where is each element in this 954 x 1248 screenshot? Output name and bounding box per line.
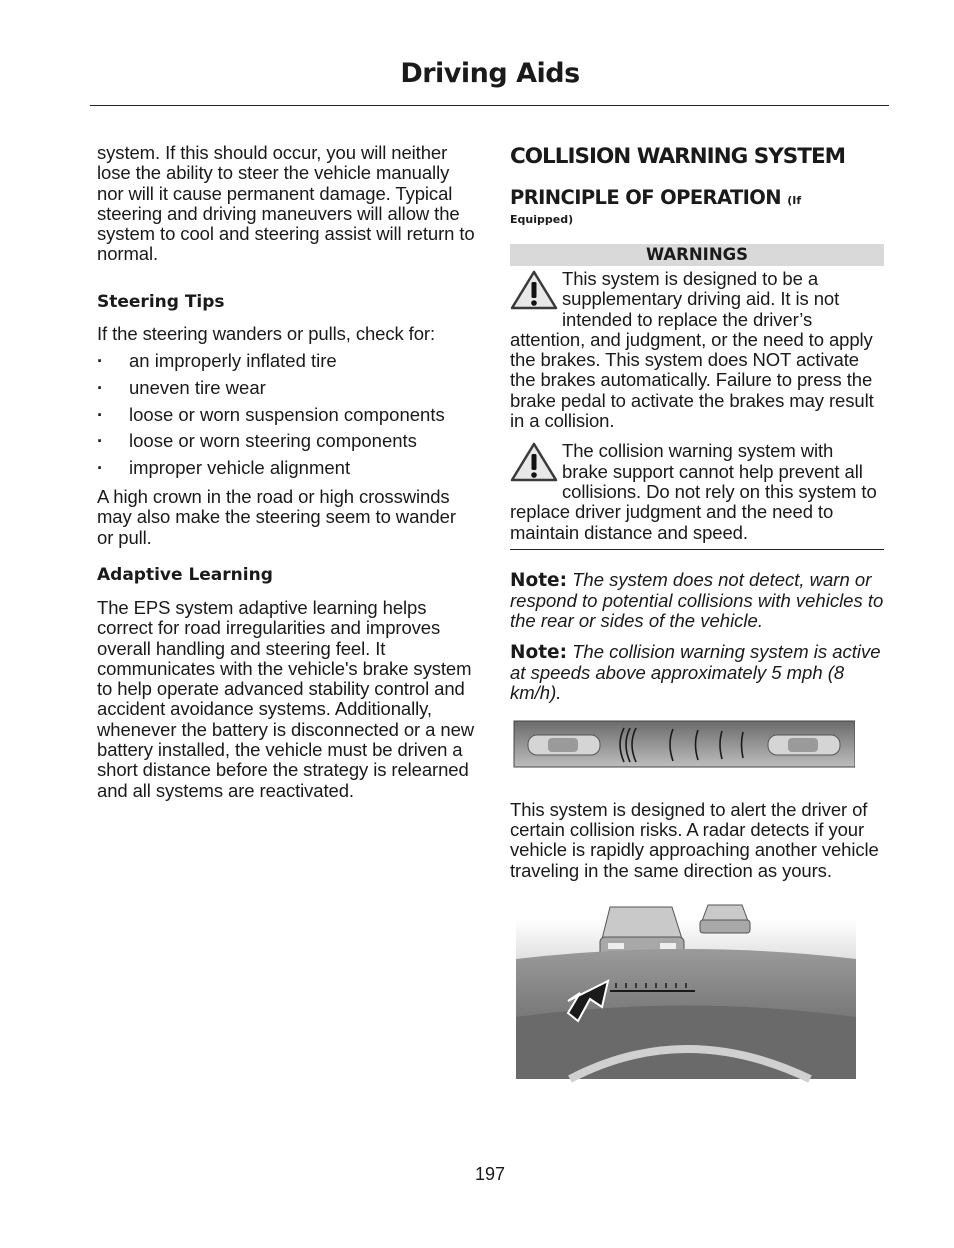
note-2 [510, 642, 884, 704]
adaptive-learning-paragraph: The EPS system adaptive learning helps correct for road irregularities and improves overall handling and steering feel. It communicates with the vehicle's brake system to help operate advanced stability control and accident avoidance systems. Additionally, whenever the battery is disconnected or a new battery installed, the vehicle must be driven a short distance before the strategy is relearned and all systems are reactivated. [97, 596, 475, 801]
warning-1-text: This system is designed to be a supplementary driving aid. It is not intended to replace the driver’s attention, and judgment, or the need to apply the brakes. This system does NOT activate the brakes automatically. Failure to press the brake pedal to activate the brakes may result in a collision. [510, 268, 874, 432]
note-1 [510, 570, 884, 632]
right-column [510, 143, 884, 1084]
steering-check-list [97, 351, 475, 485]
equipped-label: Equipped) [510, 213, 574, 226]
steering-tips-lead: If the steering wanders or pulls, check for: [97, 322, 436, 344]
note-2-text: The collision warning system is active at speeds above approximately 5 mph (8 km/h). [510, 640, 881, 704]
warning-triangle-icon [510, 441, 558, 483]
list-item: · improper vehicle alignment [97, 458, 475, 485]
list-item: · loose or worn suspension components [97, 405, 475, 432]
warning-2 [510, 441, 884, 542]
list-item: · loose or worn steering components [97, 431, 475, 458]
car-icon [700, 905, 750, 933]
warning-2-text: The collision warning system with brake support cannot help prevent all collisions. Do not rely on this system to replace driver judgment and the need to maintain distance and speed. [510, 440, 877, 543]
note-label: Note: [510, 569, 567, 591]
left-column [97, 143, 475, 801]
subsection-title: PRINCIPLE OF OPERATION [510, 186, 781, 209]
warnings-bar: WARNINGS [510, 244, 884, 266]
car-icon [768, 735, 840, 755]
warnings-divider [510, 549, 884, 550]
list-item: · an improperly inflated tire [97, 351, 475, 378]
subsection-suffix: (If [787, 194, 802, 207]
crown-paragraph: A high crown in the road or high crosswinds may also make the steering seem to wander or pull. [97, 486, 456, 548]
section-heading: COLLISION WARNING SYSTEM [510, 144, 846, 169]
note-1-text: The system does not detect, warn or respond to potential collisions with vehicles to the rear or sides of the vehicle. [510, 568, 884, 632]
subsection-heading [510, 186, 884, 209]
adaptive-learning-heading: Adaptive Learning [97, 564, 273, 585]
note-label: Note: [510, 641, 567, 663]
page-number: 197 [474, 1164, 506, 1184]
dashboard-illustration [510, 899, 860, 1084]
warning-1 [510, 269, 884, 431]
steering-tips-heading: Steering Tips [97, 291, 225, 312]
radar-illustration [510, 720, 855, 770]
car-icon [528, 735, 600, 755]
warning-triangle-icon [510, 269, 558, 311]
description-paragraph: This system is designed to alert the driver of certain collision risks. A radar detects if your vehicle is rapidly approaching another vehicle traveling in the same direction as yours. [510, 798, 879, 881]
header-rule [90, 105, 889, 106]
page-title: Driving Aids [400, 58, 580, 89]
list-item: · uneven tire wear [97, 378, 475, 405]
intro-paragraph: system. If this should occur, you will neither lose the ability to steer the vehicle manually nor will it cause permanent damage. Typical steering and driving maneuvers will allow the system to cool and steering assist will return to normal. [97, 142, 475, 265]
